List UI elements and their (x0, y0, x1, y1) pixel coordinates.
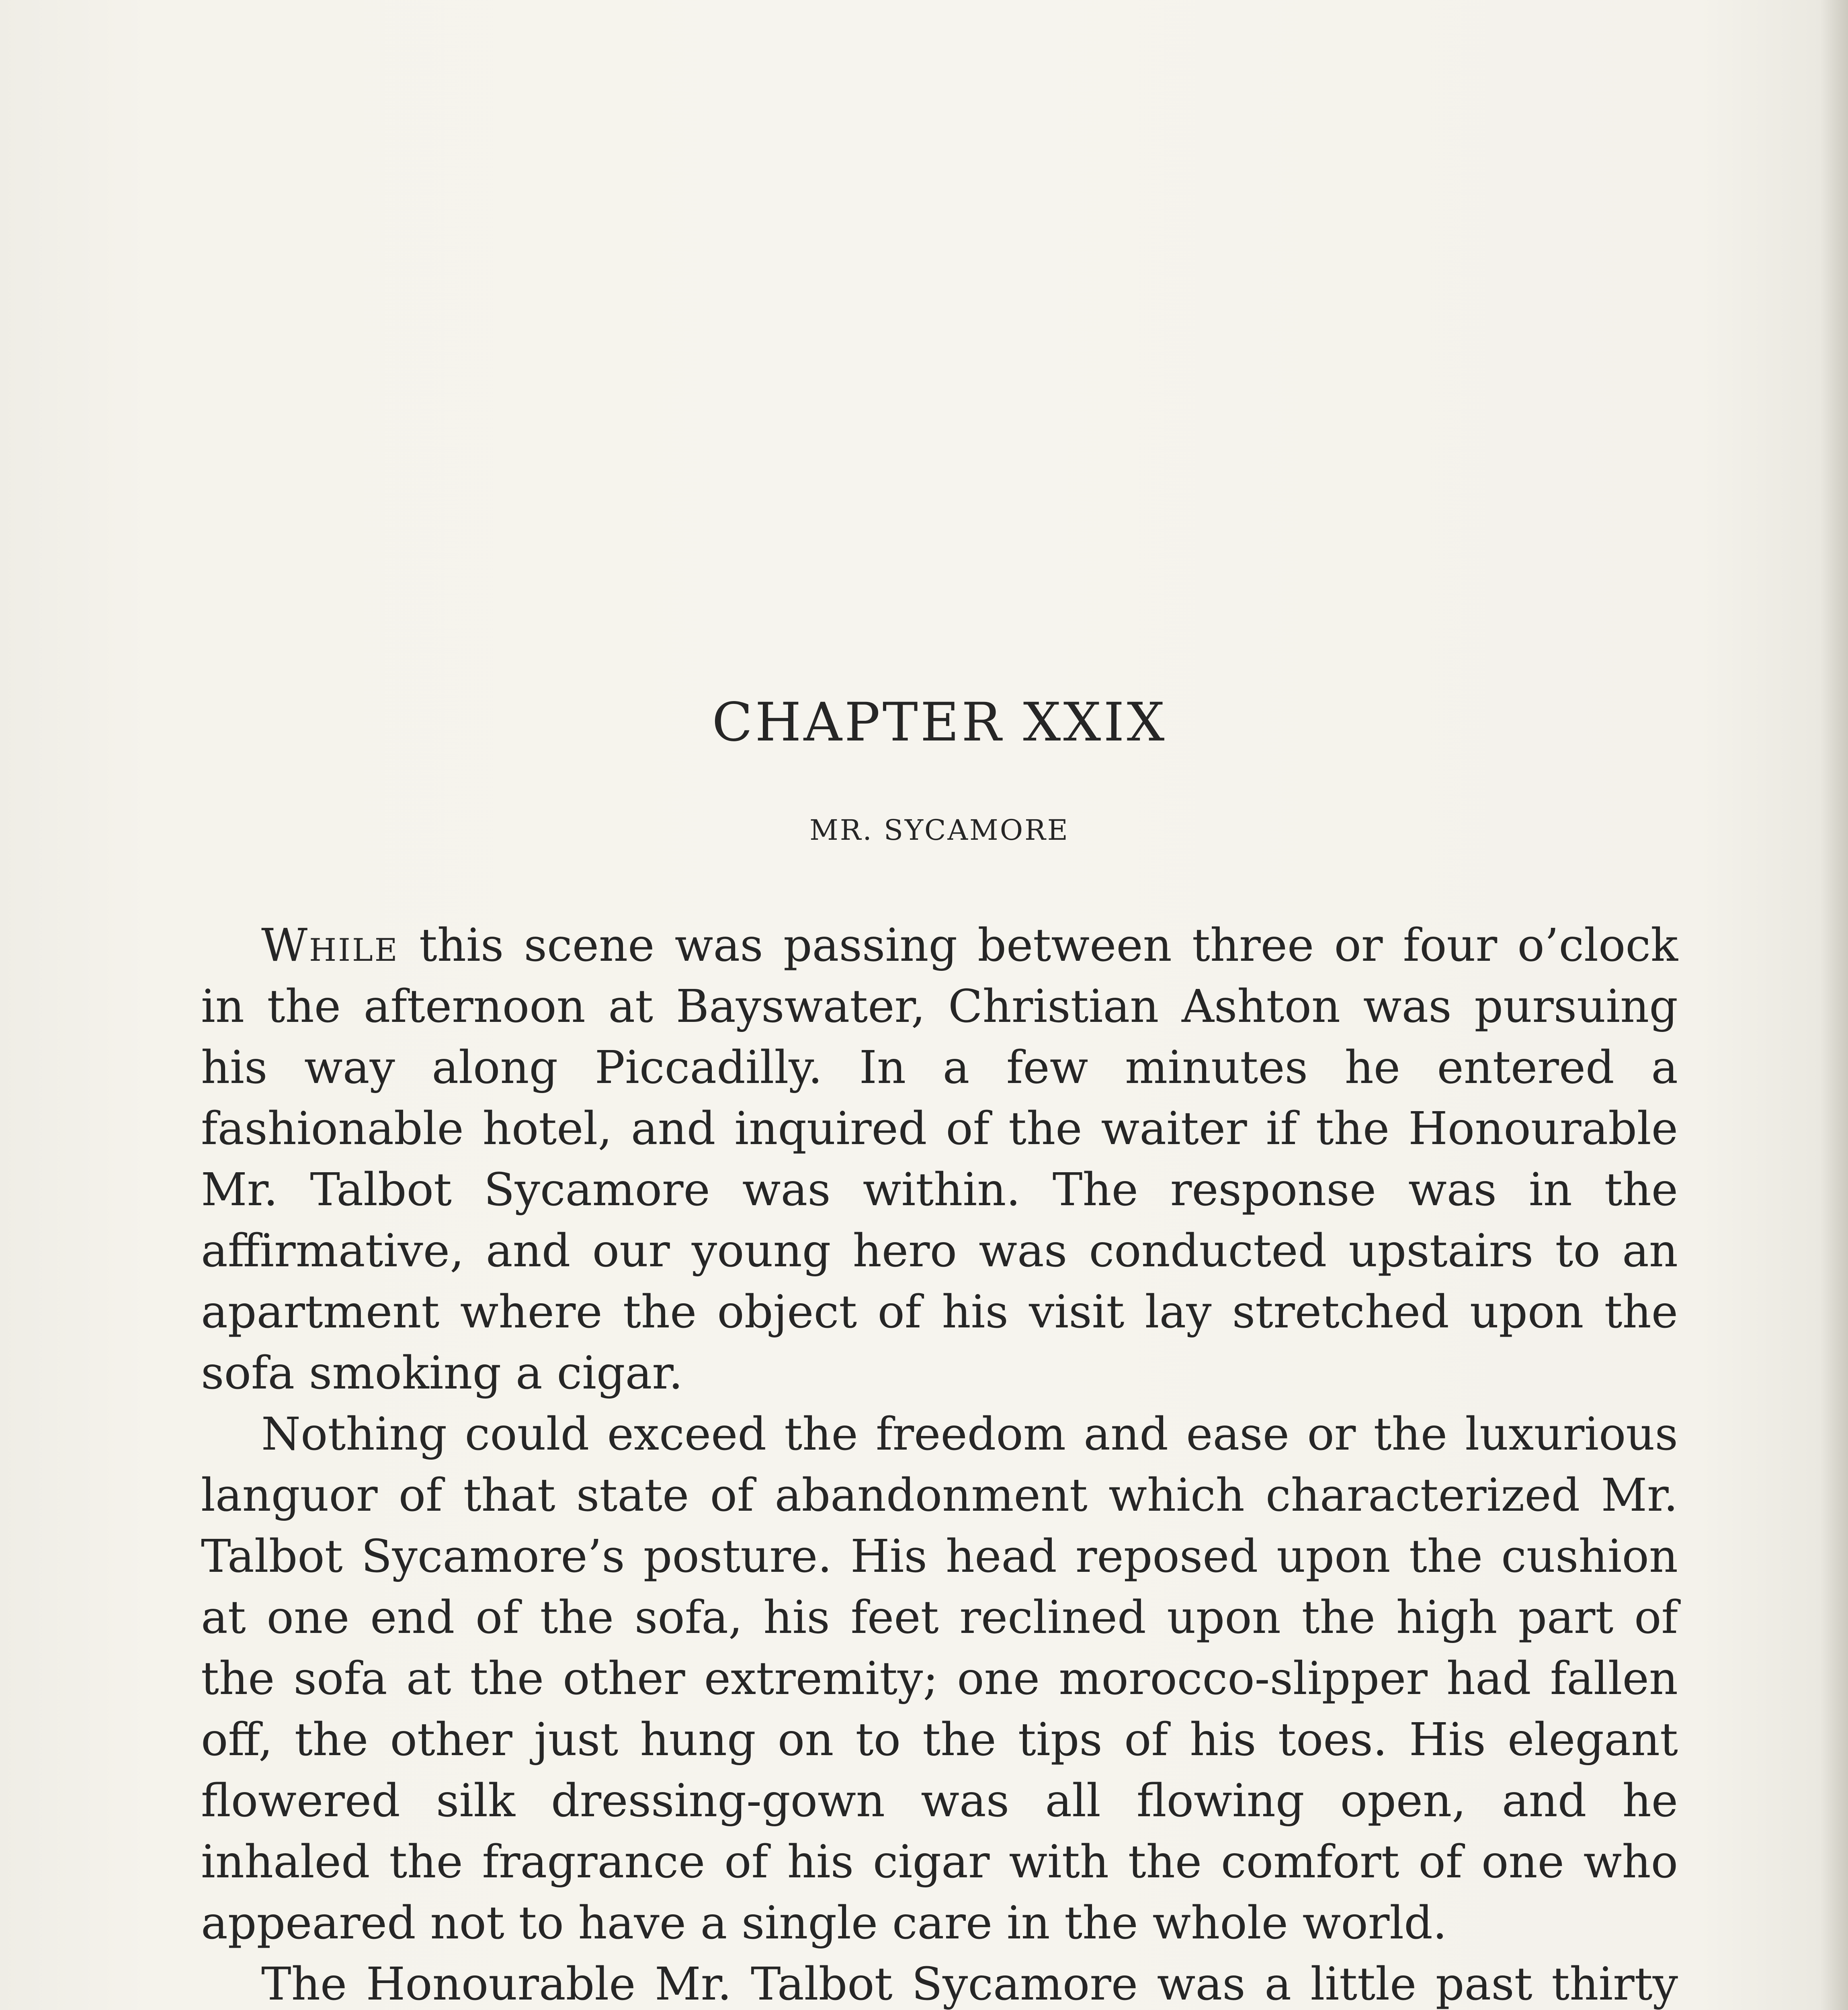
paragraph-1 (201, 915, 1678, 1404)
chapter-title: CHAPTER XXIX (712, 691, 1167, 753)
page-edge-shadow (1820, 0, 1848, 2010)
paragraph-1-text: this scene was passing between three or four o’clock in the afternoon at Bayswater, Christian Ashton was pursuing his way along Piccadilly. In a few minutes he entered a fashionable hotel, and inquired of the waiter if the Honourable Mr. Talbot Sycamore was within. The response was in the affirmative, and our young hero was conducted upstairs to an apartment where the object of his visit lay stretched upon the sofa smoking a cigar. (201, 919, 1678, 1399)
paragraph-3: The Honourable Mr. Talbot Sycamore was a little past thirty (261, 1958, 1678, 2010)
paragraph-lead-word: While (261, 919, 399, 972)
chapter-subtitle: MR. SYCAMORE (809, 814, 1069, 847)
page-text-block (201, 691, 1678, 2010)
paragraph-2: Nothing could exceed the freedom and ease or the luxurious languor of that state of abandonment which characterized Mr. Talbot Sycamore’s posture. His head reposed upon the cushion at one end of the sofa, his feet reclined upon the high part of the sofa at the other extremity; one morocco-slipper had fallen off, the other just hung on to the tips of his toes. His elegant flowered silk dressing-gown was all flowing open, and he inhaled the fragrance of his cigar with the comfort of one who appeared not to have a single care in the whole world. (201, 1408, 1678, 1949)
